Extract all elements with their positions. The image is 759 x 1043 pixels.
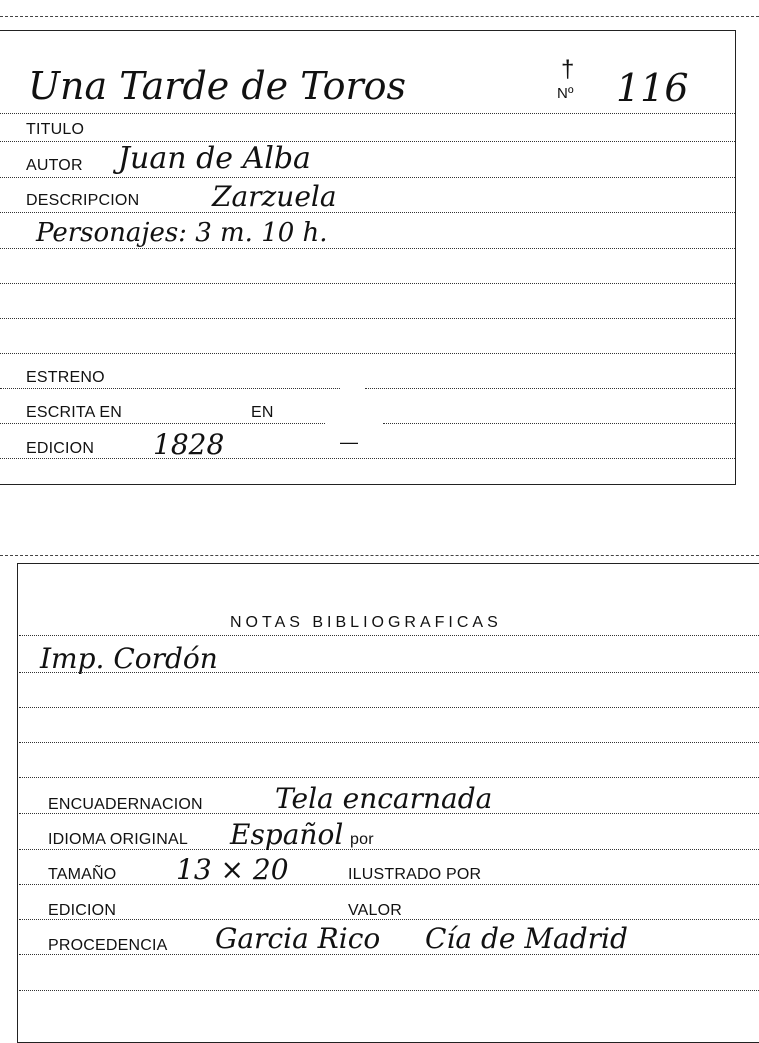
note-imprenta: Imp. Cordón: [40, 642, 218, 675]
label-autor: AUTOR: [26, 157, 83, 174]
rule-line: [0, 177, 735, 178]
label-tamano: TAMAÑO: [48, 866, 117, 883]
rule-line: [0, 318, 735, 319]
label-idioma-original: IDIOMA ORIGINAL: [48, 831, 188, 848]
rule-line: [0, 212, 735, 213]
rule-line: [19, 990, 759, 991]
rule-line: [19, 635, 759, 636]
edicion-dash: —: [340, 432, 359, 452]
rule-line: [19, 707, 759, 708]
label-edicion-top: EDICION: [26, 440, 95, 457]
value-autor: Juan de Alba: [118, 141, 311, 176]
value-idioma-original: Español: [230, 818, 344, 851]
value-procedencia: Garcia Rico: [215, 922, 381, 955]
label-procedencia: PROCEDENCIA: [48, 937, 168, 954]
value-encuadernacion: Tela encarnada: [275, 782, 493, 815]
label-descripcion: DESCRIPCION: [26, 192, 140, 209]
value-personajes: Personajes: 3 m. 10 h.: [36, 218, 328, 248]
rule-line: [0, 141, 735, 142]
card-number: 116: [616, 66, 689, 110]
label-en: EN: [251, 404, 274, 421]
rule-line: [0, 113, 735, 114]
value-tamano: 13 × 20: [176, 853, 289, 886]
rule-line: [365, 388, 735, 389]
rule-line: [19, 884, 759, 885]
rule-line: [383, 423, 735, 424]
label-titulo: TITULO: [26, 121, 85, 138]
value-descripcion: Zarzuela: [212, 180, 337, 213]
label-estreno: ESTRENO: [26, 369, 105, 386]
label-encuadernacion: ENCUADERNACION: [48, 796, 203, 813]
rule-line: [0, 248, 735, 249]
rule-line: [19, 742, 759, 743]
label-edicion-bottom: EDICION: [48, 902, 117, 919]
notas-heading: NOTAS BIBLIOGRAFICAS: [230, 614, 502, 631]
scan-edge-top: [0, 16, 759, 17]
rule-line: [0, 388, 340, 389]
handwritten-title: Una Tarde de Toros: [28, 64, 407, 108]
scan-edge-middle: [0, 555, 759, 556]
label-por: por: [350, 831, 374, 848]
number-label: Nº: [557, 85, 574, 102]
label-escrita-en: ESCRITA EN: [26, 404, 122, 421]
rule-line: [0, 353, 735, 354]
rule-line: [19, 777, 759, 778]
rule-line: [0, 423, 325, 424]
value-edicion-top: 1828: [153, 428, 225, 461]
rule-line: [19, 849, 759, 850]
rule-line: [0, 283, 735, 284]
label-ilustrado-por: ILUSTRADO POR: [348, 866, 482, 883]
cross-mark: †: [561, 56, 575, 83]
value-procedencia-extra: Cía de Madrid: [425, 922, 628, 955]
rule-line: [0, 458, 735, 459]
label-valor: VALOR: [348, 902, 403, 919]
